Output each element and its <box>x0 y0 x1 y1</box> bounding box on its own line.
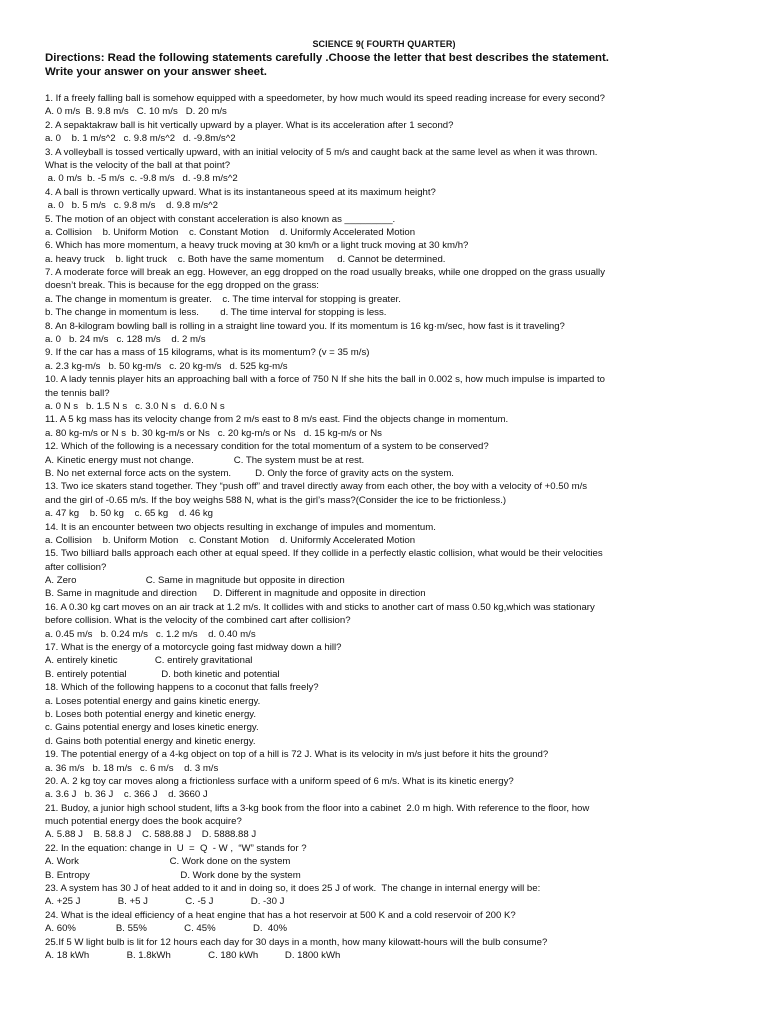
text-line: B. Same in magnitude and direction D. Different in magnitude and opposite in direction <box>45 588 426 600</box>
text-line: d. Gains both potential energy and kinetic energy. <box>45 735 256 747</box>
text-line: 17. What is the energy of a motorcycle going fast midway down a hill? <box>45 642 342 654</box>
text-line: doesn’t break. This is because for the egg dropped on the grass: <box>45 280 319 292</box>
text-line: A. 18 kWh B. 1.8kWh C. 180 kWh D. 1800 kWh <box>45 950 341 961</box>
text-line: 2. A sepaktakraw ball is hit vertically upward by a player. What is its acceleration after 1 second? <box>45 119 454 131</box>
text-line: a. 0 m/s b. -5 m/s c. -9.8 m/s d. -9.8 m/s^2 <box>45 173 238 185</box>
text-line: 9. If the car has a mass of 15 kilograms, what is its momentum? (v = 35 m/s) <box>45 347 370 359</box>
text-line: 14. It is an encounter between two objects resulting in exchange of impules and momentum. <box>45 521 436 533</box>
text-line: a. Loses potential energy and gains kinetic energy. <box>45 695 261 707</box>
text-line: B. Entropy D. Work done by the system <box>45 869 301 881</box>
text-line: a. heavy truck b. light truck c. Both have the same momentum d. Cannot be determined. <box>45 253 446 265</box>
text-line: a. 0 N s b. 1.5 N s c. 3.0 N s d. 6.0 N s <box>45 400 225 412</box>
text-line: a. 0 b. 24 m/s c. 128 m/s d. 2 m/s <box>45 334 206 346</box>
text-line: a. 36 m/s b. 18 m/s c. 6 m/s d. 3 m/s <box>45 762 219 774</box>
text-line: the tennis ball? <box>45 387 110 399</box>
text-line: A. Work C. Work done on the system <box>45 856 291 868</box>
text-line: 5. The motion of an object with constant acceleration is also known as _________. <box>45 213 396 225</box>
text-line: A. +25 J B. +5 J C. -5 J D. -30 J <box>45 896 285 908</box>
text-line: 24. What is the ideal efficiency of a heat engine that has a hot reservoir at 500 K and a cold reservoir of 200 K? <box>45 909 516 921</box>
text-line: a. 47 kg b. 50 kg c. 65 kg d. 46 kg <box>45 508 213 520</box>
text-line: b. The change in momentum is less. d. The time interval for stopping is less. <box>45 307 387 319</box>
text-line: B. No net external force acts on the system. D. Only the force of gravity acts on the system. <box>45 467 454 479</box>
text-line: a. 0 b. 5 m/s c. 9.8 m/s d. 9.8 m/s^2 <box>45 200 218 212</box>
text-line: a. 0.45 m/s b. 0.24 m/s c. 1.2 m/s d. 0.40 m/s <box>45 628 256 640</box>
text-line: after collision? <box>45 561 107 573</box>
text-line: 10. A lady tennis player hits an approaching ball with a force of 750 N If she hits the ball in 0.002 s, how much impulse is imparted to <box>45 374 605 386</box>
text-line: 3. A volleyball is tossed vertically upward, with an initial velocity of 5 m/s and caught back at the same level as when it was thrown. <box>45 146 598 158</box>
text-line: 8. An 8-kilogram bowling ball is rolling in a straight line toward you. If its momentum is 16 kg·m/sec, how fast is it traveling? <box>45 320 565 332</box>
text-line: 4. A ball is thrown vertically upward. What is its instantaneous speed at its maximum height? <box>45 186 436 198</box>
text-line: 25.If 5 W light bulb is lit for 12 hours each day for 30 days in a month, how many kilowatt-hours will the bulb consume? <box>45 936 548 948</box>
text-line: a. Collision b. Uniform Motion c. Constant Motion d. Uniformly Accelerated Motion <box>45 534 416 546</box>
text-line: b. Loses both potential energy and kinetic energy. <box>45 708 257 720</box>
text-line: a. 0 b. 1 m/s^2 c. 9.8 m/s^2 d. -9.8m/s^2 <box>45 133 236 145</box>
text-line: 1. If a freely falling ball is somehow equipped with a speedometer, by how much would its speed reading increase for every second? <box>45 93 605 104</box>
directions-line-1: Directions: Read the following statements carefully .Choose the letter that best describes the statement. <box>45 52 609 64</box>
text-line: A. 60% B. 55% C. 45% D. 40% <box>45 923 288 935</box>
text-line: a. The change in momentum is greater. c. The time interval for stopping is greater. <box>45 293 401 305</box>
text-line: 7. A moderate force will break an egg. However, an egg dropped on the road usually breaks, while one dropped on the grass usually <box>45 267 605 279</box>
text-line: 15. Two billiard balls approach each other at equal speed. If they collide in a perfectly elastic collision, what would be their velocities <box>45 548 603 560</box>
text-line: 19. The potential energy of a 4-kg object on top of a hill is 72 J. What is its velocity in m/s just before it hits the ground? <box>45 749 549 761</box>
text-line: What is the velocity of the ball at that point? <box>45 159 231 171</box>
text-line: A. Kinetic energy must not change. C. The system must be at rest. <box>45 454 365 466</box>
text-line: a. 3.6 J b. 36 J c. 366 J d. 3660 J <box>45 789 208 801</box>
text-line: B. entirely potential D. both kinetic and potential <box>45 668 280 680</box>
text-line: much potential energy does the book acquire? <box>45 816 242 828</box>
text-line: before collision. What is the velocity of the combined cart after collision? <box>45 615 351 627</box>
text-line: 6. Which has more momentum, a heavy truck moving at 30 km/h or a light truck moving at 30 km/h? <box>45 240 469 252</box>
text-line: a. 80 kg-m/s or N s b. 30 kg-m/s or Ns c. 20 kg-m/s or Ns d. 15 kg-m/s or Ns <box>45 427 382 439</box>
questions-list <box>45 92 735 962</box>
text-line: 18. Which of the following happens to a coconut that falls freely? <box>45 682 319 694</box>
text-line: A. 0 m/s B. 9.8 m/s C. 10 m/s D. 20 m/s <box>45 106 227 118</box>
text-line: 16. A 0.30 kg cart moves on an air track at 1.2 m/s. It collides with and sticks to another cart of mass 0.50 kg,which was stationary <box>45 601 595 613</box>
text-line: 11. A 5 kg mass has its velocity change from 2 m/s east to 8 m/s east. Find the objects change in momentum. <box>45 414 509 426</box>
text-line: A. 5.88 J B. 58.8 J C. 588.88 J D. 5888.88 J <box>45 829 257 841</box>
page-title: SCIENCE 9( FOURTH QUARTER) <box>312 39 456 49</box>
text-line: 12. Which of the following is a necessary condition for the total momentum of a system to be conserved? <box>45 441 489 453</box>
text-line: a. 2.3 kg-m/s b. 50 kg-m/s c. 20 kg-m/s d. 525 kg-m/s <box>45 360 288 372</box>
text-line: a. Collision b. Uniform Motion c. Constant Motion d. Uniformly Accelerated Motion <box>45 226 416 238</box>
text-line: A. Zero C. Same in magnitude but opposite in direction <box>45 575 345 587</box>
text-line: c. Gains potential energy and loses kinetic energy. <box>45 722 259 734</box>
text-line: and the girl of -0.65 m/s. If the boy weighs 588 N, what is the girl’s mass?(Consider the ice to be frictionless.) <box>45 494 507 506</box>
directions-line-2: Write your answer on your answer sheet. <box>45 66 267 78</box>
text-line: 21. Budoy, a junior high school student, lifts a 3-kg book from the floor into a cabinet 2.0 m high. With reference to the floor, how <box>45 802 590 814</box>
text-line: 20. A. 2 kg toy car moves along a frictionless surface with a uniform speed of 6 m/s. What is its kinetic energy? <box>45 775 514 787</box>
text-line: 23. A system has 30 J of heat added to it and in doing so, it does 25 J of work. The change in internal energy will be: <box>45 883 541 895</box>
text-line: A. entirely kinetic C. entirely gravitational <box>45 655 253 667</box>
text-line: 22. In the equation: change in U = Q - W , “W” stands for ? <box>45 842 307 854</box>
text-line: 13. Two ice skaters stand together. They “push off” and travel directly away from each other, the boy with a velocity of +0.50 m/s <box>45 481 588 493</box>
